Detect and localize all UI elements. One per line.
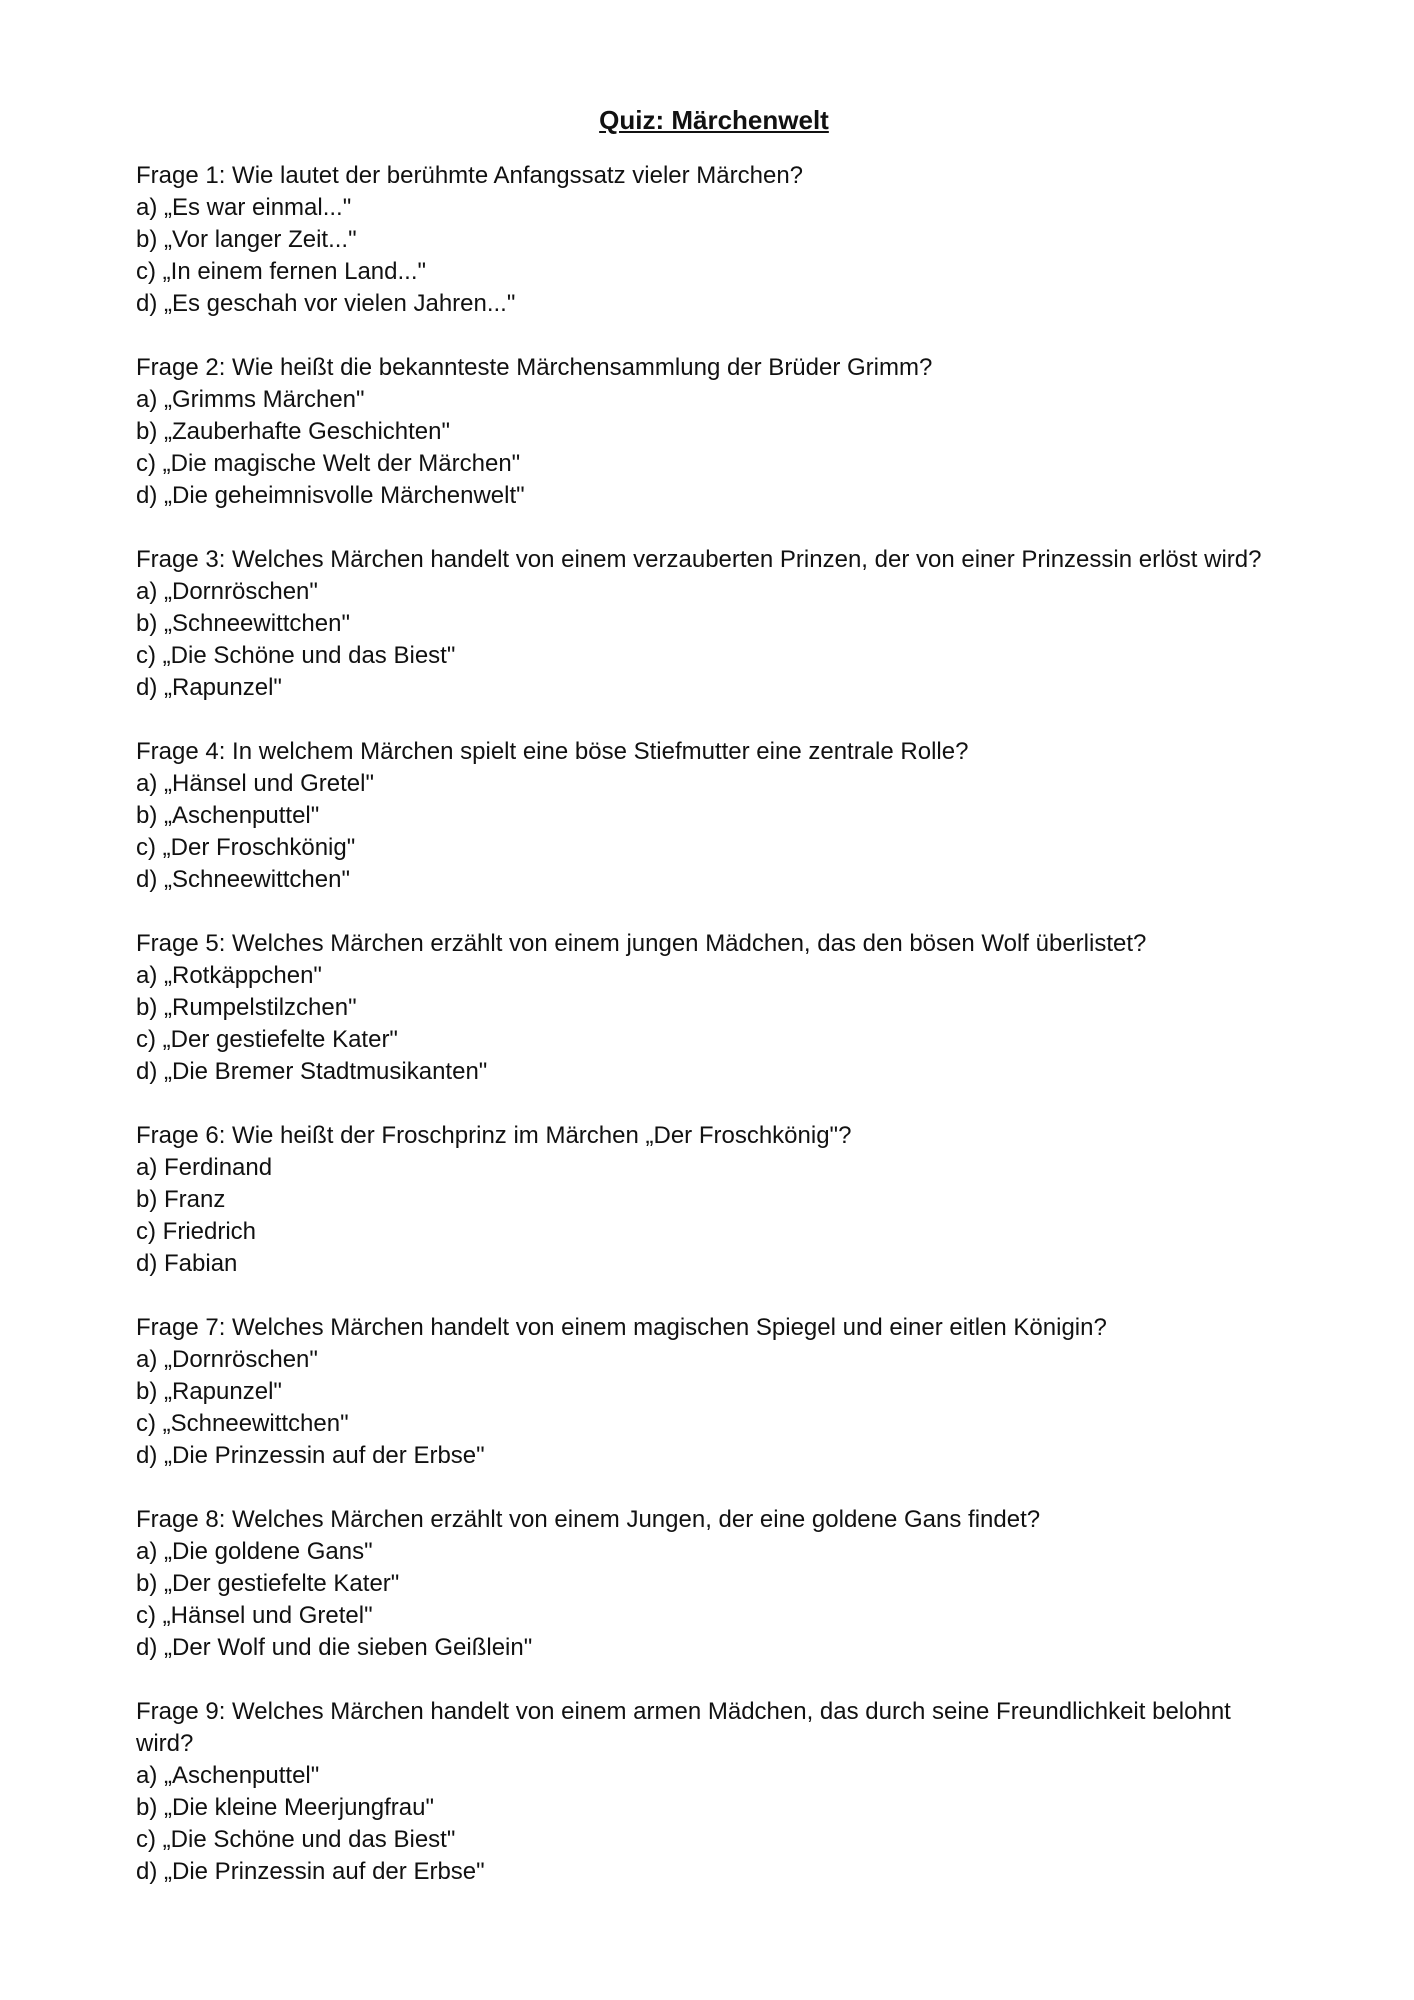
question-text: Frage 2: Wie heißt die bekannteste Märchensammlung der Brüder Grimm?	[136, 354, 933, 381]
answer-option-b: b) „Zauberhafte Geschichten"	[136, 418, 451, 445]
answer-option-b: b) „Rumpelstilzchen"	[136, 994, 357, 1021]
question-text: Frage 4: In welchem Märchen spielt eine böse Stiefmutter eine zentrale Rolle?	[136, 738, 969, 765]
question-block-5	[136, 928, 1296, 1088]
question-text: Frage 7: Welches Märchen handelt von einem magischen Spiegel und einer eitlen Königin?	[136, 1314, 1107, 1341]
question-block-1	[136, 160, 1296, 320]
question-block-8	[136, 1504, 1296, 1664]
answer-option-d: d) „Die Prinzessin auf der Erbse"	[136, 1858, 485, 1885]
answer-option-a: a) „Dornröschen"	[136, 1346, 318, 1373]
answer-option-b: b) „Vor langer Zeit..."	[136, 226, 357, 253]
answer-option-a: a) „Aschenputtel"	[136, 1762, 320, 1789]
question-text: Frage 5: Welches Märchen erzählt von einem jungen Mädchen, das den bösen Wolf überlistet?	[136, 930, 1147, 957]
answer-option-a: a) „Hänsel und Gretel"	[136, 770, 374, 797]
answer-option-b: b) „Aschenputtel"	[136, 802, 320, 829]
question-text: Frage 8: Welches Märchen erzählt von einem Jungen, der eine goldene Gans findet?	[136, 1506, 1041, 1533]
answer-option-c: c) „Schneewittchen"	[136, 1410, 349, 1437]
answer-option-b: b) Franz	[136, 1186, 226, 1213]
quiz-document	[136, 96, 1296, 1920]
answer-option-d: d) „Rapunzel"	[136, 674, 282, 701]
question-block-4	[136, 736, 1296, 896]
answer-option-a: a) Ferdinand	[136, 1154, 273, 1181]
answer-option-b: b) „Die kleine Meerjungfrau"	[136, 1794, 434, 1821]
answer-option-d: d) Fabian	[136, 1250, 238, 1277]
answer-option-b: b) „Schneewittchen"	[136, 610, 350, 637]
answer-option-c: c) „Der Froschkönig"	[136, 834, 356, 861]
question-text: Frage 6: Wie heißt der Froschprinz im Märchen „Der Froschkönig"?	[136, 1122, 852, 1149]
question-block-7	[136, 1312, 1296, 1472]
answer-option-b: b) „Rapunzel"	[136, 1378, 282, 1405]
answer-option-c: c) „Hänsel und Gretel"	[136, 1602, 373, 1629]
question-text: Frage 1: Wie lautet der berühmte Anfangssatz vieler Märchen?	[136, 162, 804, 189]
answer-option-a: a) „Dornröschen"	[136, 578, 318, 605]
answer-option-a: a) „Grimms Märchen"	[136, 386, 365, 413]
answer-option-c: c) „In einem fernen Land..."	[136, 258, 427, 285]
answer-option-c: c) „Die Schöne und das Biest"	[136, 1826, 456, 1853]
answer-option-d: d) „Der Wolf und die sieben Geißlein"	[136, 1634, 533, 1661]
question-block-9	[136, 1696, 1296, 1888]
question-block-2	[136, 352, 1296, 512]
answer-option-c: c) „Die magische Welt der Märchen"	[136, 450, 521, 477]
question-text: Frage 3: Welches Märchen handelt von einem verzauberten Prinzen, der von einer Prinzessin erlöst wird?	[136, 546, 1262, 573]
document-title: Quiz: Märchenwelt	[599, 105, 829, 135]
answer-option-c: c) „Die Schöne und das Biest"	[136, 642, 456, 669]
answer-option-d: d) „Es geschah vor vielen Jahren..."	[136, 290, 516, 317]
answer-option-d: d) „Die Prinzessin auf der Erbse"	[136, 1442, 485, 1469]
answer-option-c: c) Friedrich	[136, 1218, 257, 1245]
answer-option-d: d) „Die Bremer Stadtmusikanten"	[136, 1058, 488, 1085]
answer-option-a: a) „Es war einmal..."	[136, 194, 352, 221]
answer-option-a: a) „Die goldene Gans"	[136, 1538, 373, 1565]
answer-option-c: c) „Der gestiefelte Kater"	[136, 1026, 398, 1053]
answer-option-d: d) „Die geheimnisvolle Märchenwelt"	[136, 482, 525, 509]
answer-option-a: a) „Rotkäppchen"	[136, 962, 322, 989]
question-text: Frage 9: Welches Märchen handelt von einem armen Mädchen, das durch seine Freundlichkeit belohnt wird?	[136, 1698, 1231, 1757]
question-block-6	[136, 1120, 1296, 1280]
answer-option-b: b) „Der gestiefelte Kater"	[136, 1570, 400, 1597]
answer-option-d: d) „Schneewittchen"	[136, 866, 350, 893]
question-block-3	[136, 544, 1296, 704]
